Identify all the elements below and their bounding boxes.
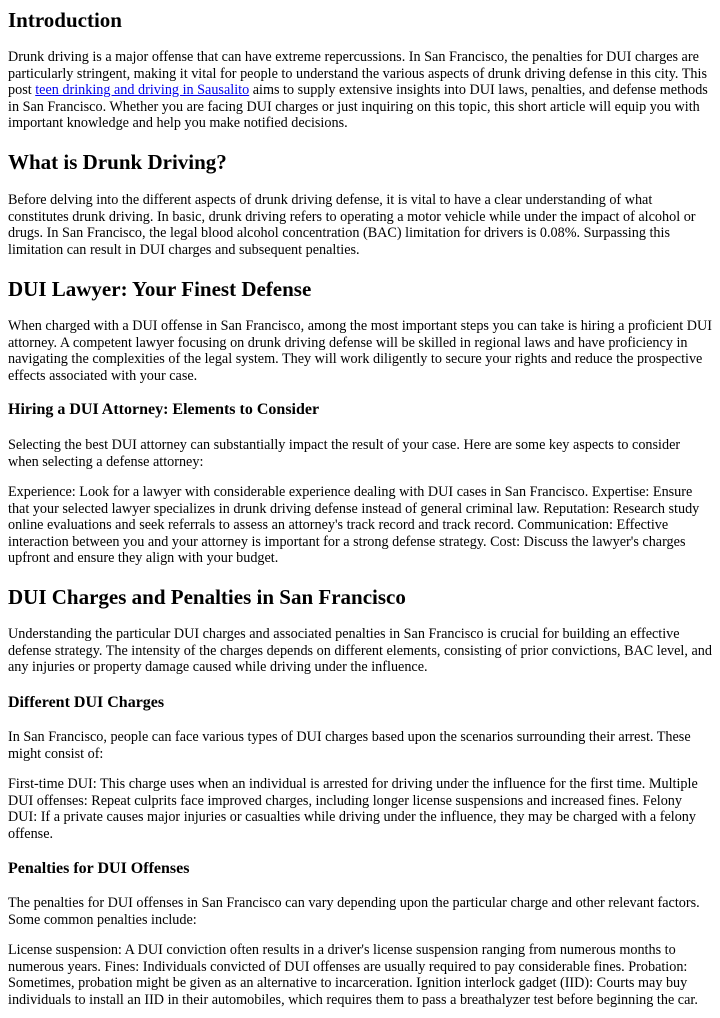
heading-different-dui-charges: Different DUI Charges [8,694,165,711]
different-intro-paragraph: In San Francisco, people can face various types of DUI charges based upon the scenarios surrounding their arrest. These might consist of: [8,729,691,762]
different-charges-paragraph: First-time DUI: This charge uses when an individual is arrested for driving under the influence for the first time. Multiple DUI offenses: Repeat culprits face improved charges, including longer license suspensions and increased fines. Felony DUI: If a private causes major injuries or casualties while driving under the influence, they may be charged with a felony offense. [8,776,698,842]
hiring-factors-paragraph: Experience: Look for a lawyer with considerable experience dealing with DUI cases in San Francisco. Expertise: Ensure that your selected lawyer specializes in drunk driving defense instead of general criminal law. Reputation: Research study online evaluations and seek referrals to assess an attorney's track record and track record. Communication: Effective interaction between you and your attorney is important for a strong defense strategy. Cost: Discuss the lawyer's charges upfront and ensure they align with your budget. [8,484,700,566]
charges-paragraph: Understanding the particular DUI charges and associated penalties in San Francisco is crucial for building an effective defense strategy. The intensity of the charges depends on different elements, consisting of prior convictions, BAC level, and any injuries or property damage caused while driving under the influence. [8,626,712,675]
heading-hiring-attorney: Hiring a DUI Attorney: Elements to Consider [8,401,320,418]
penalties-intro-paragraph: The penalties for DUI offenses in San Francisco can vary depending upon the particular charge and other relevant factors. Some common penalties include: [8,895,700,928]
intro-paragraph [8,49,714,132]
lawyer-paragraph: When charged with a DUI offense in San Francisco, among the most important steps you can take is hiring a proficient DUI attorney. A competent lawyer focusing on drunk driving defense will be skilled in regional laws and have proficiency in navigating the complexities of the legal system. They will work diligently to secure your rights and reduce the prospective effects associated with your case. [8,318,712,384]
heading-introduction: Introduction [8,8,122,32]
heading-penalties-dui-offenses: Penalties for DUI Offenses [8,860,190,877]
what-is-paragraph: Before delving into the different aspects of drunk driving defense, it is vital to have a clear understanding of what constitutes drunk driving. In basic, drunk driving refers to operating a motor vehicle while under the impact of alcohol or drugs. In San Francisco, the legal blood alcohol concentration (BAC) limitation for drivers is 0.08%. Surpassing this limitation can result in DUI charges and subsequent penalties. [8,192,696,258]
penalties-list-paragraph: License suspension: A DUI conviction often results in a driver's license suspension ranging from numerous months to numerous years. Fines: Individuals convicted of DUI offenses are usually required to pay considerable fines. Probation: Sometimes, probation might be given as an alternative to incarceration. Ignition interlock gadget (IID): Courts may buy individuals to install an IID in their automobiles, which requires them to pass a breathalyzer test before beginning the car. [8,942,698,1008]
hiring-intro-paragraph: Selecting the best DUI attorney can substantially impact the result of your case. Here are some key aspects to consider when selecting a defense attorney: [8,437,681,470]
heading-dui-lawyer: DUI Lawyer: Your Finest Defense [8,277,312,301]
sausalito-link[interactable]: teen drinking and driving in Sausalito [35,82,250,98]
heading-dui-charges-penalties: DUI Charges and Penalties in San Francisco [8,585,406,609]
heading-what-is-drunk-driving: What is Drunk Driving? [8,150,227,174]
intro-text-before: Drunk driving is a major offense that can have extreme repercussions. In San Francisco, the penalties for DUI charges are particularly stringent, making it vital for people to understand the various aspects of drunk driving defense in this city. This post [8,49,707,98]
intro-text-after: aims to supply extensive insights into DUI laws, penalties, and defense methods in San Francisco. Whether you are facing DUI charges or just inquiring on this topic, this short article will equip you with important knowledge and help you make notified decisions. [8,82,708,131]
